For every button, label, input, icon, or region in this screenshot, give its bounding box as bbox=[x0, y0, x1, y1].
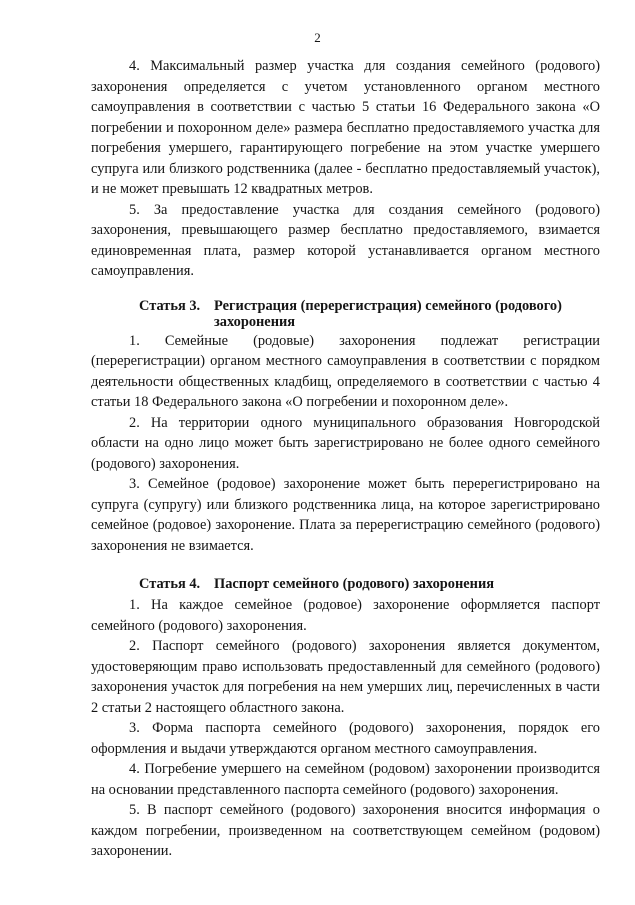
article4-number: Статья 4. bbox=[139, 576, 201, 592]
article4-title: Паспорт семейного (родового) захоронения bbox=[214, 576, 495, 592]
article4-paragraph-4: 4. Погребение умершего на семейном (родовом) захоронении производится на основании представленного паспорта семейного (родового) захоронения. bbox=[91, 761, 600, 798]
article2-paragraph-4: 4. Максимальный размер участка для создания семейного (родового) захоронения определяется с учетом установленного органом местного самоуправления в соответствии с частью 5 статьи 16 Федерального закона «О погребении и похоронном деле» размера бесплатно предоставляемого участка для погребения умершего, гарантирующего погребение на этом участке умершего супруга или близкого родственника (далее - бесплатно предоставляемый участок), и не может превышать 12 квадратных метров. bbox=[91, 58, 600, 197]
article4-paragraph-5: 5. В паспорт семейного (родового) захоронения вносится информация о каждом погребении, произведенном на соответствующем семейном (родовом) захоронении. bbox=[91, 802, 600, 859]
article3-title: Регистрация (перерегистрация) семейного (родового) захоронения bbox=[214, 297, 562, 330]
article3-heading bbox=[91, 298, 600, 330]
article3-paragraph-3: 3. Семейное (родовое) захоронение может быть перерегистрировано на супруга (супругу) или близкого родственника лица, на которое зарегистрировано семейное (родовое) захоронение. Плата за перерегистрацию семейного (родового) захоронения не взимается. bbox=[91, 476, 600, 554]
article4-paragraph-3: 3. Форма паспорта семейного (родового) захоронения, порядок его оформления и выдачи утверждаются органом местного самоуправления. bbox=[91, 720, 600, 757]
article2-paragraph-5: 5. За предоставление участка для создания семейного (родового) захоронения, превышающего размер бесплатно предоставляемого, взимается единовременная плата, размер которой устанавливается органом местного самоуправления. bbox=[91, 201, 600, 279]
article4-paragraph-1: 1. На каждое семейное (родовое) захоронение оформляется паспорт семейного (родового) захоронения. bbox=[91, 597, 600, 634]
article4-paragraph-2: 2. Паспорт семейного (родового) захоронения является документом, удостоверяющим право использовать предоставленный для семейного (родового) захоронения участок для погребения на нем умерших лиц, перечисленных в части 2 статьи 2 настоящего областного закона. bbox=[91, 638, 600, 716]
article3-number: Статья 3. bbox=[139, 297, 201, 314]
article4-heading bbox=[91, 576, 600, 592]
article3-paragraph-2: 2. На территории одного муниципального образования Новгородской области на одно лицо может быть зарегистрировано не более одного семейного (родового) захоронения. bbox=[91, 414, 600, 472]
page-number: 2 bbox=[314, 30, 321, 45]
article3-paragraph-1: 1. Семейные (родовые) захоронения подлежат регистрации (перерегистрации) органом местного самоуправления в соответствии с порядком деятельности общественных кладбищ, определяемого в соответствии с частью 4 статьи 18 Федерального закона «О погребении и похоронном деле». bbox=[91, 332, 600, 410]
document-body bbox=[91, 56, 600, 862]
